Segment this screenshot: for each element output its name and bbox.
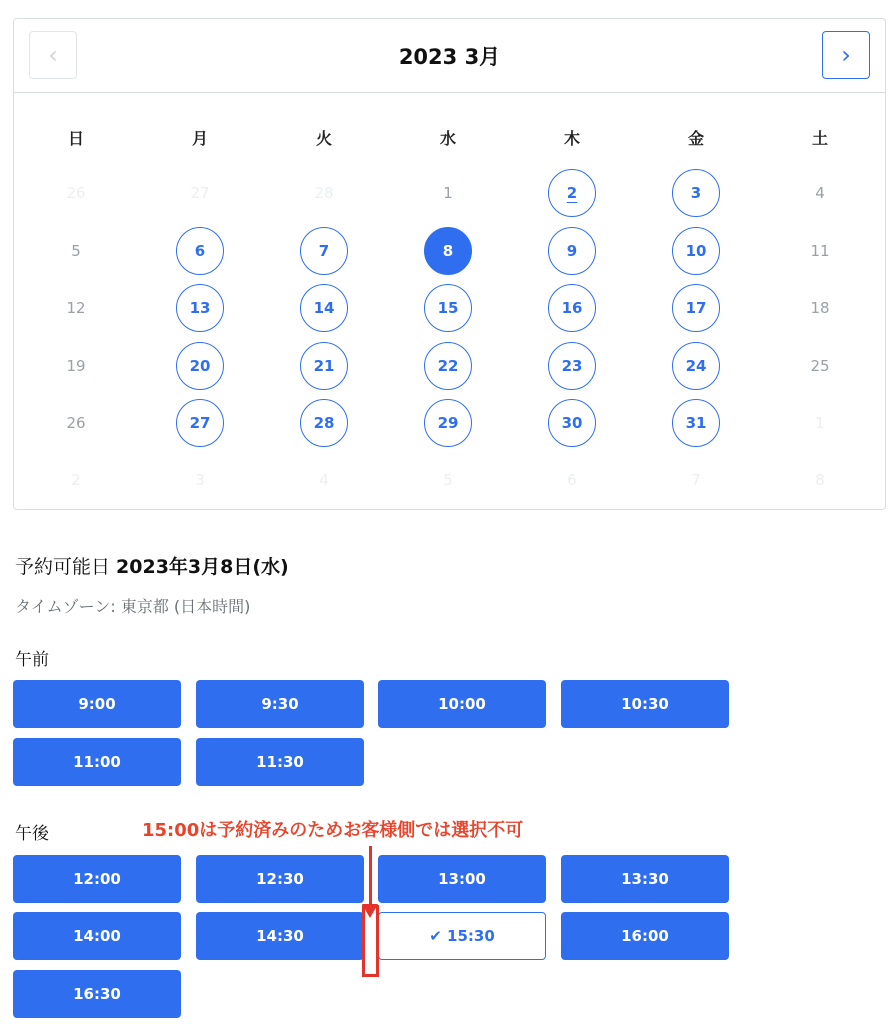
calendar-day-number: 8	[424, 227, 472, 275]
calendar-day	[418, 456, 478, 504]
calendar-day	[790, 399, 850, 447]
calendar-day	[170, 456, 230, 504]
calendar-day-number: 5	[71, 242, 81, 260]
calendar-day-number: 7	[300, 227, 348, 275]
calendar-day	[46, 284, 106, 332]
calendar-day-number: 15	[424, 284, 472, 332]
available-date-value: 2023年3月8日(水)	[116, 556, 289, 578]
time-slot-button[interactable]: 12:30	[196, 855, 364, 903]
afternoon-label: 午後	[15, 824, 49, 844]
calendar-day-number: 22	[424, 342, 472, 390]
calendar-day-number: 6	[176, 227, 224, 275]
weekday-label: 金	[687, 129, 704, 148]
calendar-day	[418, 169, 478, 217]
calendar-day-number: 4	[319, 471, 329, 489]
time-slot-button[interactable]: 12:00	[13, 855, 181, 903]
weekday-label: 月	[191, 129, 208, 148]
calendar-day	[46, 342, 106, 390]
time-slot-button[interactable]: 11:30	[196, 738, 364, 786]
calendar-day[interactable]	[418, 284, 478, 332]
time-slot-button[interactable]: 16:30	[13, 970, 181, 1018]
calendar	[13, 18, 886, 510]
calendar-day-number: 17	[672, 284, 720, 332]
calendar-day[interactable]	[294, 399, 354, 447]
calendar-day	[46, 227, 106, 275]
time-slot-selected[interactable]: ✔ 15:30	[378, 912, 546, 960]
calendar-day-number: 11	[810, 242, 830, 260]
calendar-day[interactable]	[666, 284, 726, 332]
calendar-day[interactable]	[542, 284, 602, 332]
calendar-day-number: 12	[66, 299, 86, 317]
calendar-day-number: 25	[810, 357, 830, 375]
calendar-day[interactable]	[170, 284, 230, 332]
calendar-day-number: 21	[300, 342, 348, 390]
calendar-day[interactable]	[170, 227, 230, 275]
calendar-day-number: 16	[548, 284, 596, 332]
calendar-day-number: 6	[567, 471, 577, 489]
weekday-label: 水	[439, 129, 456, 148]
calendar-day	[790, 169, 850, 217]
time-slot-button[interactable]: 13:00	[378, 855, 546, 903]
time-slot-button[interactable]: 9:00	[13, 680, 181, 728]
calendar-day	[790, 342, 850, 390]
calendar-day-number: 24	[672, 342, 720, 390]
calendar-day-number: 28	[300, 399, 348, 447]
calendar-day[interactable]	[170, 342, 230, 390]
calendar-day	[790, 284, 850, 332]
calendar-day-number: 20	[176, 342, 224, 390]
calendar-day[interactable]	[542, 169, 602, 217]
calendar-day-number: 5	[443, 471, 453, 489]
calendar-day-number: 3	[195, 471, 205, 489]
calendar-day-number: 9	[548, 227, 596, 275]
annotation-note: 15:00は予約済みのためお客様側では選択不可	[142, 820, 524, 841]
calendar-day-number: 1	[815, 414, 825, 432]
weekday-label: 木	[563, 129, 580, 148]
calendar-day-selected[interactable]	[418, 227, 478, 275]
calendar-day-number: 2	[71, 471, 81, 489]
next-month-button[interactable]	[822, 31, 870, 79]
time-slot-button[interactable]: 16:00	[561, 912, 729, 960]
weekday-label: 日	[67, 129, 84, 148]
calendar-day[interactable]	[294, 227, 354, 275]
calendar-day-number: 26	[66, 184, 86, 202]
calendar-day-number: 31	[672, 399, 720, 447]
annotation-arrow	[369, 846, 372, 910]
calendar-day-number: 7	[691, 471, 701, 489]
calendar-day[interactable]	[666, 169, 726, 217]
calendar-title: 2023 3月	[398, 45, 501, 69]
calendar-day	[46, 456, 106, 504]
calendar-day	[666, 456, 726, 504]
calendar-day-number: 10	[672, 227, 720, 275]
calendar-day-number: 23	[548, 342, 596, 390]
available-date	[15, 552, 289, 579]
calendar-day[interactable]	[170, 399, 230, 447]
annotation-arrow-head	[362, 904, 378, 918]
calendar-day-number: 30	[548, 399, 596, 447]
available-date-label: 予約可能日	[15, 556, 117, 578]
morning-label: 午前	[15, 650, 49, 670]
calendar-day	[542, 456, 602, 504]
calendar-day-number: 26	[66, 414, 86, 432]
chevron-right-icon: ›	[841, 41, 851, 69]
calendar-day-number: 14	[300, 284, 348, 332]
chevron-left-icon: ‹	[48, 41, 58, 69]
calendar-day-number: 27	[176, 399, 224, 447]
calendar-day-number: 27	[190, 184, 210, 202]
time-slot-button[interactable]: 10:30	[561, 680, 729, 728]
timezone-label: タイムゾーン: 東京都 (日本時間)	[15, 597, 251, 616]
calendar-day	[294, 169, 354, 217]
calendar-day[interactable]	[666, 227, 726, 275]
calendar-day-number: 1	[443, 184, 453, 202]
calendar-day[interactable]	[542, 227, 602, 275]
calendar-day-number: 2	[548, 169, 596, 217]
time-slot-button[interactable]: 14:30	[196, 912, 364, 960]
calendar-day	[46, 399, 106, 447]
calendar-day-number: 13	[176, 284, 224, 332]
time-slot-button[interactable]: 11:00	[13, 738, 181, 786]
calendar-day-number: 18	[810, 299, 830, 317]
time-slot-button[interactable]: 14:00	[13, 912, 181, 960]
calendar-day	[170, 169, 230, 217]
calendar-day[interactable]	[418, 342, 478, 390]
time-slot-button[interactable]: 13:30	[561, 855, 729, 903]
calendar-day-number: 19	[66, 357, 86, 375]
calendar-header	[14, 19, 885, 93]
calendar-day-number: 29	[424, 399, 472, 447]
calendar-day-number: 28	[314, 184, 334, 202]
calendar-day	[790, 456, 850, 504]
calendar-day[interactable]	[542, 342, 602, 390]
calendar-day[interactable]	[542, 399, 602, 447]
calendar-day-number: 3	[672, 169, 720, 217]
calendar-day[interactable]	[418, 399, 478, 447]
weekday-label: 土	[811, 129, 828, 148]
calendar-day[interactable]	[294, 284, 354, 332]
calendar-day-number: 4	[815, 184, 825, 202]
calendar-day	[294, 456, 354, 504]
calendar-day[interactable]	[666, 399, 726, 447]
calendar-day	[790, 227, 850, 275]
calendar-day	[46, 169, 106, 217]
time-slot-button[interactable]: 9:30	[196, 680, 364, 728]
calendar-day-number: 8	[815, 471, 825, 489]
calendar-day[interactable]	[666, 342, 726, 390]
weekday-label: 火	[315, 129, 332, 148]
time-slot-button[interactable]: 10:00	[378, 680, 546, 728]
calendar-day[interactable]	[294, 342, 354, 390]
